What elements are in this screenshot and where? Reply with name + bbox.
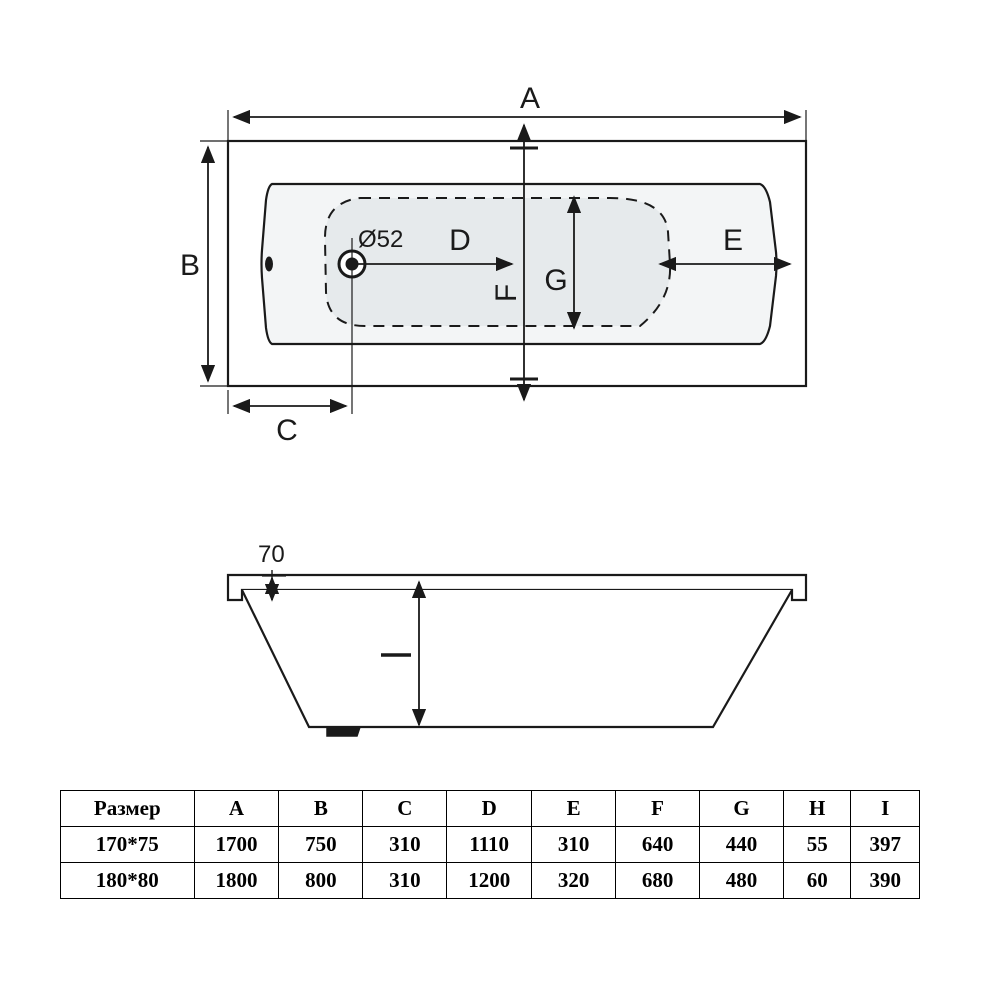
row-1-a: 1800 — [194, 863, 279, 899]
header-size: Размер — [61, 791, 195, 827]
row-1-g: 480 — [700, 863, 784, 899]
header-h: H — [783, 791, 851, 827]
header-g: G — [700, 791, 784, 827]
label-drain-diameter: Ø52 — [358, 226, 404, 253]
label-F: F — [490, 283, 523, 303]
label-B: B — [179, 249, 201, 282]
row-0-i: 397 — [851, 827, 920, 863]
row-0-h: 55 — [783, 827, 851, 863]
label-C: C — [276, 414, 298, 447]
header-e: E — [532, 791, 616, 827]
row-1-d: 1200 — [447, 863, 532, 899]
label-rim-thickness: 70 — [258, 541, 285, 568]
header-c: C — [363, 791, 447, 827]
row-1-e: 320 — [532, 863, 616, 899]
tub-drain-foot — [327, 727, 360, 736]
header-d: D — [447, 791, 532, 827]
top-view-group — [180, 82, 806, 447]
row-0-f: 640 — [616, 827, 700, 863]
row-0-size: 170*75 — [61, 827, 195, 863]
dimensions-table — [60, 790, 920, 899]
header-f: F — [616, 791, 700, 827]
front-view-group — [228, 541, 806, 736]
row-0-a: 1700 — [194, 827, 279, 863]
table-row — [61, 827, 920, 863]
dimensions-table-wrapper — [60, 790, 920, 899]
tub-base-dashed-outline — [325, 198, 670, 326]
row-0-d: 1110 — [447, 827, 532, 863]
label-A: A — [519, 82, 541, 115]
table-row — [61, 863, 920, 899]
header-a: A — [194, 791, 279, 827]
row-0-g: 440 — [700, 827, 784, 863]
row-1-h: 60 — [783, 863, 851, 899]
row-1-f: 680 — [616, 863, 700, 899]
row-1-c: 310 — [363, 863, 447, 899]
row-0-e: 310 — [532, 827, 616, 863]
header-b: B — [279, 791, 363, 827]
row-1-size: 180*80 — [61, 863, 195, 899]
row-1-i: 390 — [851, 863, 920, 899]
label-E: E — [722, 224, 744, 257]
row-0-c: 310 — [363, 827, 447, 863]
header-i: I — [851, 791, 920, 827]
row-1-b: 800 — [279, 863, 363, 899]
tub-body-profile — [242, 590, 792, 727]
label-D: D — [449, 224, 471, 257]
label-G: G — [544, 264, 568, 297]
table-header-row — [61, 791, 920, 827]
row-0-b: 750 — [279, 827, 363, 863]
overflow-hole — [265, 257, 273, 272]
dimension-A — [228, 82, 806, 145]
dimension-B — [180, 141, 232, 386]
